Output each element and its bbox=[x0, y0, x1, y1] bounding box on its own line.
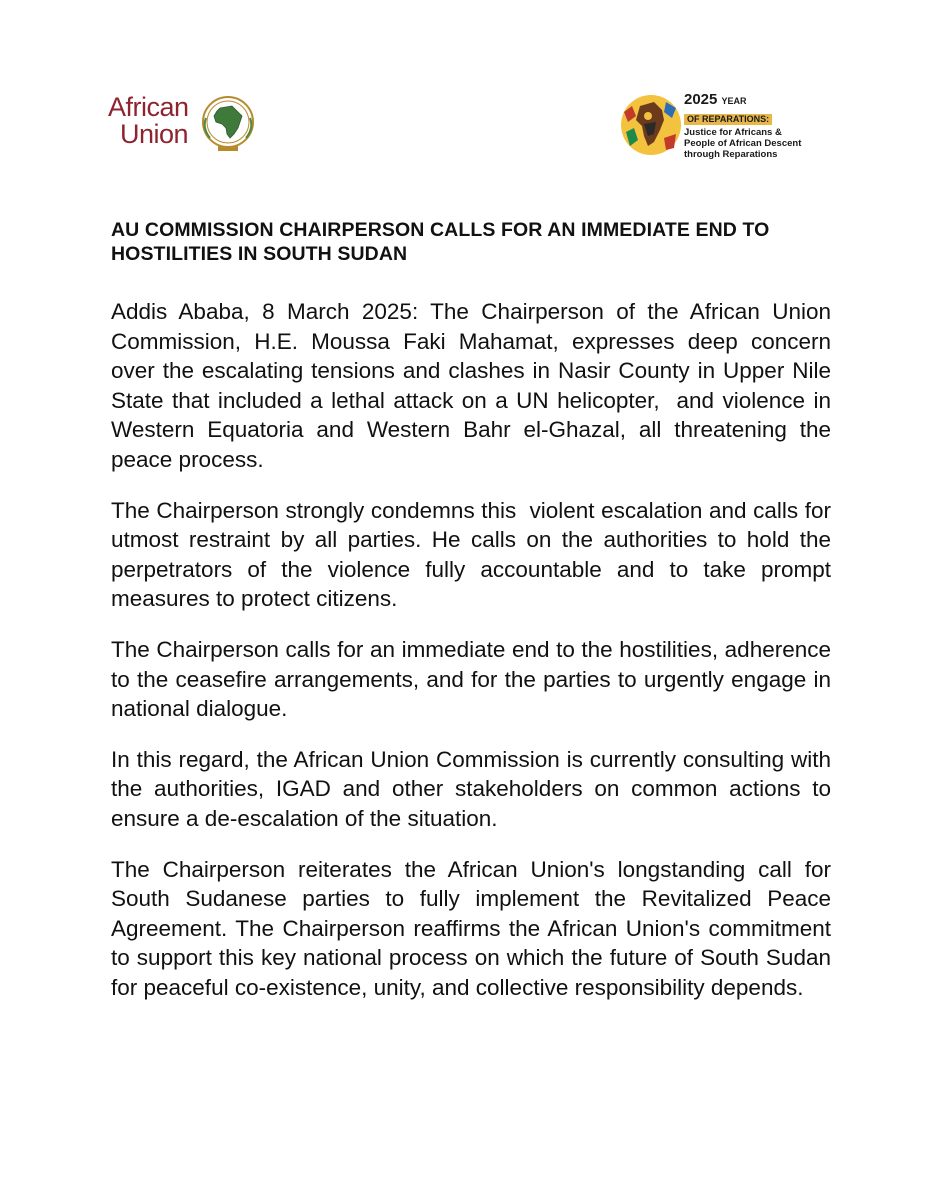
reparations-emblem-icon bbox=[618, 92, 684, 158]
paragraph-4: In this regard, the African Union Commission is currently consulting with the authorities, IGAD and other stakeholders on common actions to ensure a de-escalation of the situation. bbox=[111, 746, 838, 831]
reparations-year-number: 2025 bbox=[684, 91, 718, 108]
au-logo-wordmark bbox=[108, 94, 189, 148]
paragraph-2: The Chairperson strongly condemns this violent escalation and calls for utmost restraint by all parties. He calls on the authorities to hold the perpetrators of the violence fully accountable and to take prompt measures to protect citizens. bbox=[111, 497, 838, 612]
reparations-line1: Justice for Africans & bbox=[684, 127, 782, 138]
press-release-title: AU COMMISSION CHAIRPERSON CALLS FOR AN IMMEDIATE END TO HOSTILITIES IN SOUTH SUDAN bbox=[111, 219, 770, 265]
africa-emblem-icon bbox=[198, 94, 258, 154]
african-union-logo bbox=[108, 94, 258, 156]
au-logo-line1: African bbox=[108, 92, 189, 122]
reparations-line3: through Reparations bbox=[684, 149, 778, 160]
reparations-text-block bbox=[684, 92, 834, 160]
paragraph-5: The Chairperson reiterates the African Union's longstanding call for South Sudanese parties to fully implement the Revitalized Peace Agreement. The Chairperson reaffirms the African Union's commitment to support this key national process on which the future of South Sudan for peaceful co-existence, unity, and collective responsibility depends. bbox=[111, 856, 838, 1000]
paragraph-1: Addis Ababa, 8 March 2025: The Chairperson of the African Union Commission, H.E. Moussa Faki Mahamat, expresses deep concern over the escalating tensions and clashes in Nasir County in Upper Nile State that included a lethal attack on a UN helicopter, and violence in Western Equatoria and Western Bahr el-Ghazal, all threatening the peace process. bbox=[111, 299, 838, 472]
year-of-reparations-logo bbox=[618, 92, 828, 164]
au-logo-line2: Union bbox=[120, 119, 189, 149]
reparations-year-suffix: YEAR bbox=[721, 96, 747, 106]
reparations-year bbox=[684, 92, 834, 109]
paragraph-3: The Chairperson calls for an immediate end to the hostilities, adherence to the ceasefire arrangements, and for the parties to urgently engage in national dialogue. bbox=[111, 636, 838, 722]
reparations-line2: People of African Descent bbox=[684, 138, 802, 149]
press-release-body bbox=[111, 297, 838, 1023]
reparations-banner: OF REPARATIONS: bbox=[684, 114, 772, 125]
